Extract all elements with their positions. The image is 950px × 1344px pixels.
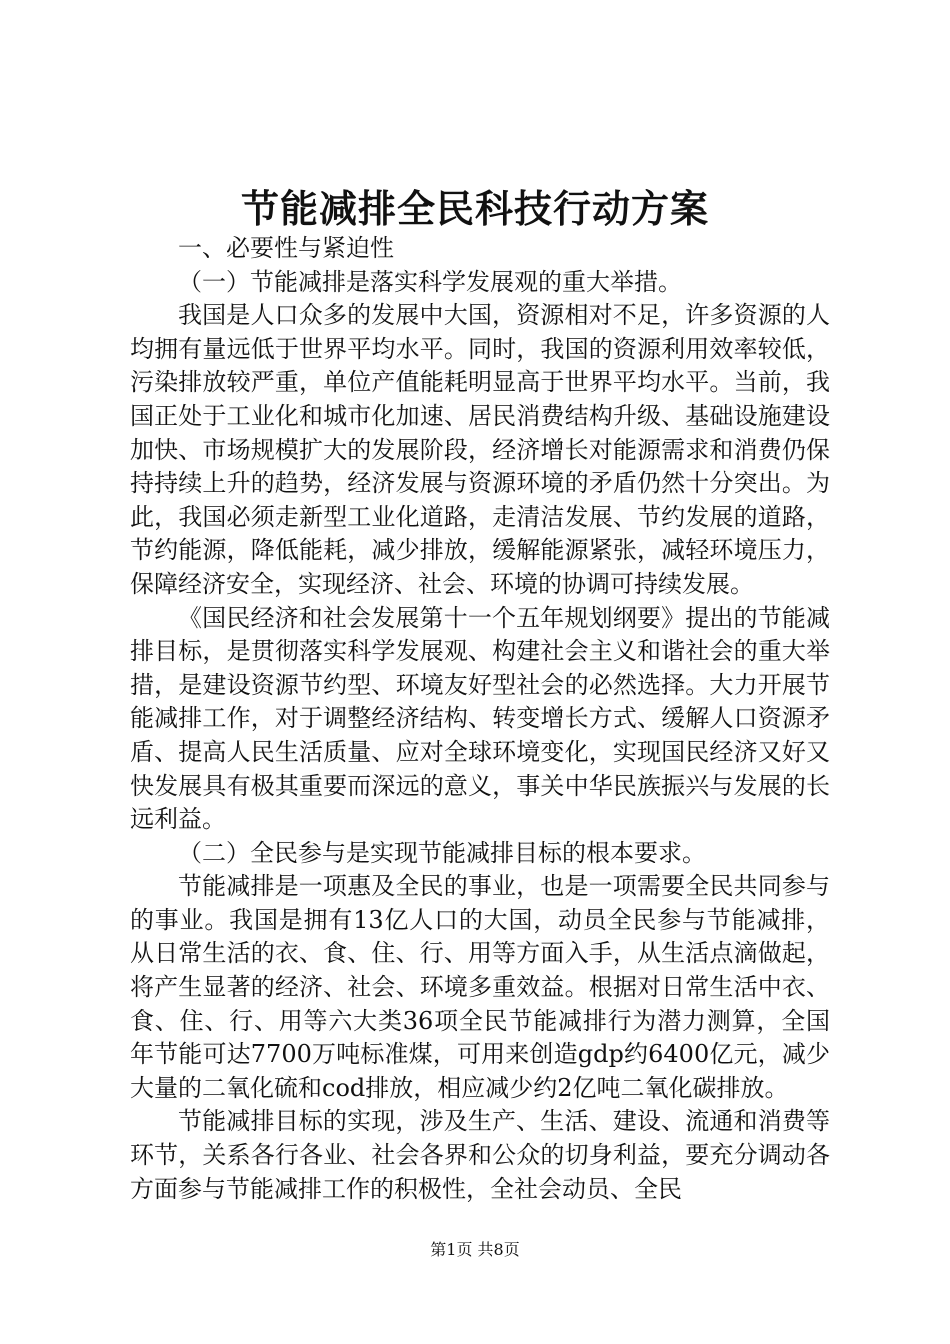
page-footer: 第1页 共8页	[430, 1240, 520, 1259]
document-body	[130, 232, 830, 1206]
subsection-heading: （二）全民参与是实现节能减排目标的根本要求。	[178, 838, 706, 867]
subsection-heading: （一）节能减排是落实科学发展观的重大举措。	[178, 267, 682, 296]
paragraph: 我国是人口众多的发展中大国，资源相对不足，许多资源的人均拥有量远低于世界平均水平。同时，我国的资源利用效率较低，污染排放较严重，单位产值能耗明显高于世界平均水平。当前，我国正处于工业化和城市化加速、居民消费结构升级、基础设施建设加快、市场规模扩大的发展阶段，经济增长对能源需求和消费仍保持持续上升的趋势，经济发展与资源环境的矛盾仍然十分突出。为此，我国必须走新型工业化道路，走清洁发展、节约发展的道路，节约能源，降低能耗，减少排放，缓解能源紧张，减轻环境压力，保障经济安全，实现经济、社会、环境的协调可持续发展。	[130, 301, 830, 598]
paragraph: 《国民经济和社会发展第十一个五年规划纲要》提出的节能减排目标，是贯彻落实科学发展观、构建社会主义和谐社会的重大举措，是建设资源节约型、环境友好型社会的必然选择。大力开展节能减排工作，对于调整经济结构、转变增长方式、缓解人口资源矛盾、提高人民生活质量、应对全球环境变化，实现国民经济又好又快发展具有极其重要而深远的意义，事关中华民族振兴与发展的长远利益。	[130, 603, 830, 834]
section-heading: 一、必要性与紧迫性	[178, 234, 394, 262]
document-title: 节能减排全民科技行动方案	[240, 186, 709, 231]
paragraph: 节能减排目标的实现，涉及生产、生活、建设、流通和消费等环节，关系各行各业、社会各界和公众的切身利益，要充分调动各方面参与节能减排工作的积极性，全社会动员、全民	[130, 1107, 830, 1203]
paragraph: 节能减排是一项惠及全民的事业，也是一项需要全民共同参与的事业。我国是拥有13亿人口的大国，动员全民参与节能减排，从日常生活的衣、食、住、行、用等方面入手，从生活点滴做起，将产生显著的经济、社会、环境多重效益。根据对日常生活中衣、食、住、行、用等六大类36项全民节能减排行为潜力测算，全国年节能可达7700万吨标准煤，可用来创造gdp约6400亿元，减少大量的二氧化硫和cod排放，相应减少约2亿吨二氧化碳排放。	[130, 872, 830, 1102]
